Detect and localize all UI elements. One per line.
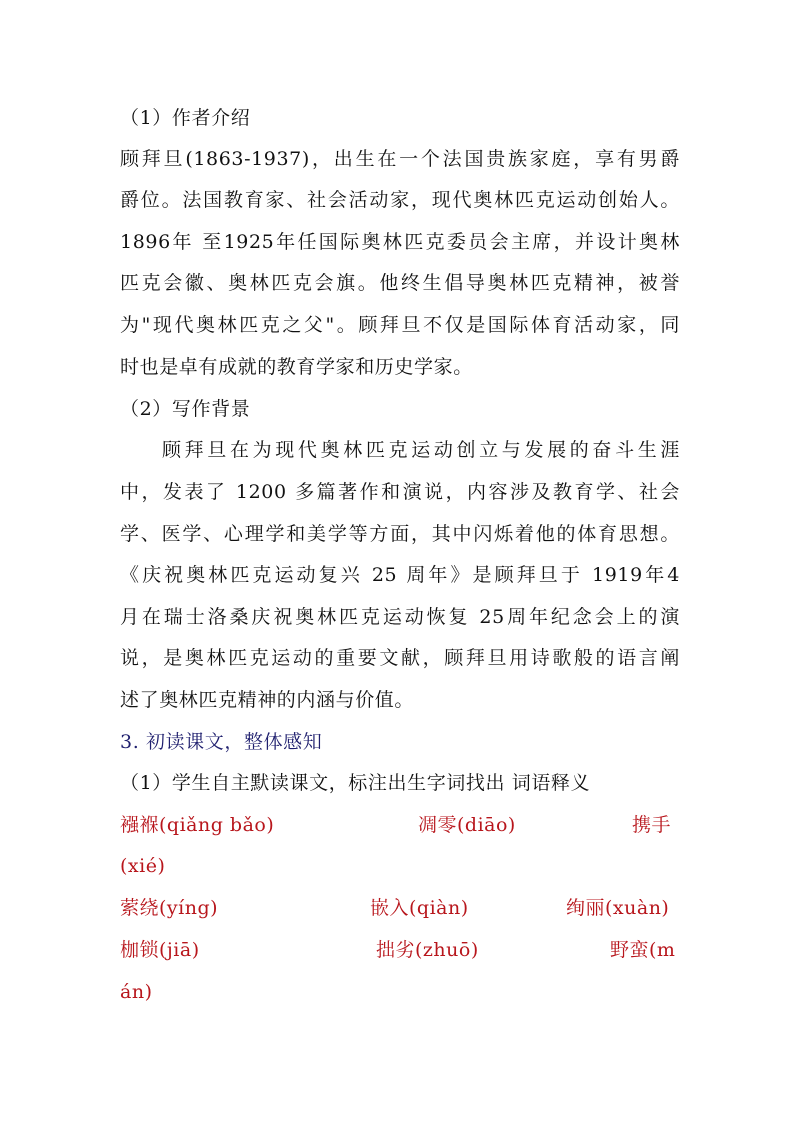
author-line-5: 为"现代奥林匹克之父"。顾拜旦不仅是国际体育活动家，同: [120, 314, 680, 336]
background-line-1: 顾拜旦在为现代奥林匹克运动创立与发展的奋斗生涯: [162, 439, 680, 461]
background-line-6: 说，是奥林匹克运动的重要文献，顾拜旦用诗歌般的语言阐: [120, 647, 680, 669]
vocab-item: 携手: [632, 814, 672, 836]
vocab-item: 襁褓(qiǎng bǎo): [120, 814, 275, 836]
vocab-item: (xié): [120, 855, 166, 877]
author-line-3: 1896年 至1925年任国际奥林匹克委员会主席，并设计奥林: [120, 231, 680, 253]
author-line-6: 时也是卓有成就的教育学家和历史学家。: [120, 356, 473, 378]
vocab-item: 凋零(diāo): [418, 814, 516, 836]
background-line-5: 月在瑞士洛桑庆祝奥林匹克运动恢复 25周年纪念会上的演: [120, 606, 680, 628]
section-heading-author: （1）作者介绍: [120, 107, 251, 129]
vocab-item: 枷锁(jiā): [120, 939, 200, 961]
vocab-item: 嵌入(qiàn): [370, 897, 469, 919]
vocab-item: án): [120, 981, 153, 1003]
section-heading-background: （2）写作背景: [120, 398, 251, 420]
section-heading-reading: 3. 初读课文，整体感知: [120, 731, 323, 753]
section-subheading-vocab: （1）学生自主默读课文，标注出生字词找出 词语释义: [120, 772, 591, 794]
author-line-1: 顾拜旦(1863-1937)，出生在一个法国贵族家庭，享有男爵: [120, 148, 680, 170]
author-line-4: 匹克会徽、奥林匹克会旗。他终生倡导奥林匹克精神，被誉: [120, 272, 680, 294]
vocab-item: 拙劣(zhuō): [376, 939, 479, 961]
vocab-item: 萦绕(yíng): [120, 897, 219, 919]
background-line-3: 学、医学、心理学和美学等方面，其中闪烁着他的体育思想。: [120, 523, 680, 545]
background-line-4: 《庆祝奥林匹克运动复兴 25 周年》是顾拜旦于 1919年4: [120, 564, 680, 586]
background-line-7: 述了奥林匹克精神的内涵与价值。: [120, 689, 415, 711]
author-line-2: 爵位。法国教育家、社会活动家，现代奥林匹克运动创始人。: [120, 189, 680, 211]
background-line-2: 中，发表了 1200 多篇著作和演说，内容涉及教育学、社会: [120, 481, 680, 503]
vocab-item: 野蛮(m: [610, 939, 676, 961]
vocab-item: 绚丽(xuàn): [566, 897, 670, 919]
